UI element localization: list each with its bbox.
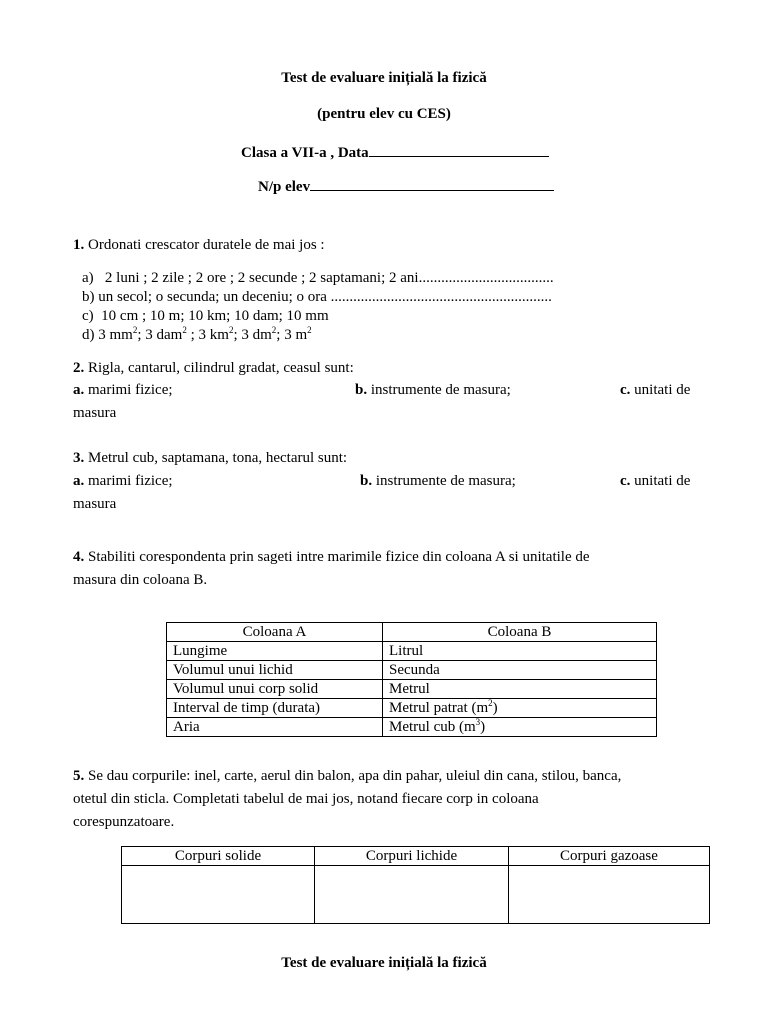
q1-d-sup: 2 xyxy=(182,325,187,335)
question-1-number: 1. xyxy=(73,237,85,253)
q1-item-b-text: un secol; o secunda; un deceniu; o ora ........................................................... xyxy=(98,289,552,305)
q2-option-a-text: marimi fizice; xyxy=(88,382,173,398)
column-b-cell[interactable]: Metrul xyxy=(383,680,657,699)
gases-header: Corpuri gazoase xyxy=(509,847,710,866)
q3-option-a-letter: a. xyxy=(73,473,85,489)
column-a-header: Coloana A xyxy=(167,623,383,642)
name-blank[interactable] xyxy=(310,176,554,191)
q1-d-sup: 2 xyxy=(132,325,138,335)
cell-text: Metrul cub (m xyxy=(389,719,476,735)
q1-item-b xyxy=(82,289,552,306)
q1-item-b-prefix: b) xyxy=(82,289,95,305)
q1-item-a-prefix: a) xyxy=(82,270,94,286)
column-b-cell[interactable] xyxy=(383,699,657,718)
q1-d-part: ; 3 dm xyxy=(233,327,272,343)
table-row xyxy=(167,680,657,699)
question-2 xyxy=(73,360,354,377)
student-name-line xyxy=(258,176,554,196)
cell-text: ) xyxy=(492,700,498,716)
liquids-answer-cell[interactable] xyxy=(315,866,509,924)
q3-option-a-text: marimi fizice; xyxy=(88,473,173,489)
column-b-header: Coloana B xyxy=(383,623,657,642)
q3-option-c[interactable] xyxy=(620,473,690,490)
question-5-number: 5. xyxy=(73,768,85,784)
column-a-cell[interactable]: Lungime xyxy=(167,642,383,661)
cell-text: Metrul patrat (m xyxy=(389,700,489,716)
q3-option-b-letter: b. xyxy=(360,473,373,489)
q1-item-c-text: 10 cm ; 10 m; 10 km; 10 dam; 10 mm xyxy=(101,308,329,324)
table-row xyxy=(167,718,657,737)
question-2-number: 2. xyxy=(73,360,85,376)
date-blank[interactable] xyxy=(369,142,549,157)
q2-option-b-text: instrumente de masura; xyxy=(370,382,511,398)
liquids-header: Corpuri lichide xyxy=(315,847,509,866)
q2-option-b[interactable] xyxy=(355,382,511,399)
q1-item-d xyxy=(82,327,312,344)
question-4-line-2: masura din coloana B. xyxy=(73,572,208,588)
question-5-line-2: otetul din sticla. Completati tabelul de mai jos, notand fiecare corp in coloana xyxy=(73,791,539,807)
page-subtitle: (pentru elev cu CES) xyxy=(317,106,451,122)
q1-d-part: ; 3 dam xyxy=(137,327,183,343)
question-4 xyxy=(73,549,590,566)
table-row xyxy=(167,642,657,661)
question-5-line-1: Se dau corpurile: inel, carte, aerul din balon, apa din pahar, uleiul din cana, stilou, banca, xyxy=(88,768,622,784)
question-3-number: 3. xyxy=(73,450,85,466)
column-b-cell[interactable] xyxy=(383,718,657,737)
question-3 xyxy=(73,450,347,467)
q1-item-c-prefix: c) xyxy=(82,308,94,324)
q3-option-a[interactable] xyxy=(73,473,173,490)
q1-d-sup: 2 xyxy=(271,325,277,335)
column-a-cell[interactable]: Aria xyxy=(167,718,383,737)
q1-item-d-prefix: d) xyxy=(82,327,95,343)
column-b-cell[interactable]: Litrul xyxy=(383,642,657,661)
cell-sup: 2 xyxy=(488,698,493,708)
table-row xyxy=(167,699,657,718)
q3-option-c-text: unitati de xyxy=(634,473,691,489)
correspondence-table xyxy=(166,622,657,737)
q1-item-a xyxy=(82,270,554,287)
question-3-text: Metrul cub, saptamana, tona, hectarul sunt: xyxy=(88,450,348,466)
class-date-label: Clasa a VII-a , Data xyxy=(241,145,369,161)
q1-d-sup: 2 xyxy=(307,325,312,335)
solids-header: Corpuri solide xyxy=(122,847,315,866)
gases-answer-cell[interactable] xyxy=(509,866,710,924)
column-a-cell[interactable]: Volumul unui lichid xyxy=(167,661,383,680)
question-4-number: 4. xyxy=(73,549,85,565)
question-5 xyxy=(73,768,621,785)
question-1 xyxy=(73,237,325,254)
class-date-line xyxy=(241,142,549,162)
table-row xyxy=(122,866,710,924)
table-header-row xyxy=(122,847,710,866)
q2-option-a-letter: a. xyxy=(73,382,85,398)
q2-option-c-wrap: masura xyxy=(73,405,117,421)
column-a-cell[interactable]: Interval de timp (durata) xyxy=(167,699,383,718)
cell-text: ) xyxy=(480,719,486,735)
q3-option-b-text: instrumente de masura; xyxy=(375,473,516,489)
q3-option-b[interactable] xyxy=(360,473,516,490)
table-header-row xyxy=(167,623,657,642)
q2-option-b-letter: b. xyxy=(355,382,368,398)
column-a-cell[interactable]: Volumul unui corp solid xyxy=(167,680,383,699)
page-title: Test de evaluare inițială la fizică xyxy=(281,70,487,86)
q2-option-c-text: unitati de xyxy=(634,382,691,398)
q2-option-c-letter: c. xyxy=(620,382,631,398)
student-name-label: N/p elev xyxy=(258,179,311,195)
q1-d-part: ; 3 km xyxy=(186,327,229,343)
states-of-matter-table xyxy=(121,846,710,924)
q2-option-c[interactable] xyxy=(620,382,690,399)
question-2-text: Rigla, cantarul, cilindrul gradat, ceasul sunt: xyxy=(88,360,354,376)
question-1-text: Ordonati crescator duratele de mai jos : xyxy=(88,237,325,253)
question-5-line-3: corespunzatoare. xyxy=(73,814,175,830)
q1-item-a-text: 2 luni ; 2 zile ; 2 ore ; 2 secunde ; 2 saptamani; 2 ani.................................... xyxy=(104,270,554,286)
q1-d-sup: 2 xyxy=(228,325,234,335)
column-b-cell[interactable]: Secunda xyxy=(383,661,657,680)
q1-d-part: 3 mm xyxy=(98,327,133,343)
q3-option-c-wrap: masura xyxy=(73,496,117,512)
q1-d-part: ; 3 m xyxy=(276,327,308,343)
cell-sup: 3 xyxy=(475,717,481,727)
solids-answer-cell[interactable] xyxy=(122,866,315,924)
table-row xyxy=(167,661,657,680)
q3-option-c-letter: c. xyxy=(620,473,631,489)
q2-option-a[interactable] xyxy=(73,382,173,399)
q1-item-c xyxy=(82,308,329,325)
footer-title: Test de evaluare inițială la fizică xyxy=(281,955,487,971)
question-4-line-1: Stabiliti corespondenta prin sageti intre marimile fizice din coloana A si unitatile de xyxy=(88,549,590,565)
